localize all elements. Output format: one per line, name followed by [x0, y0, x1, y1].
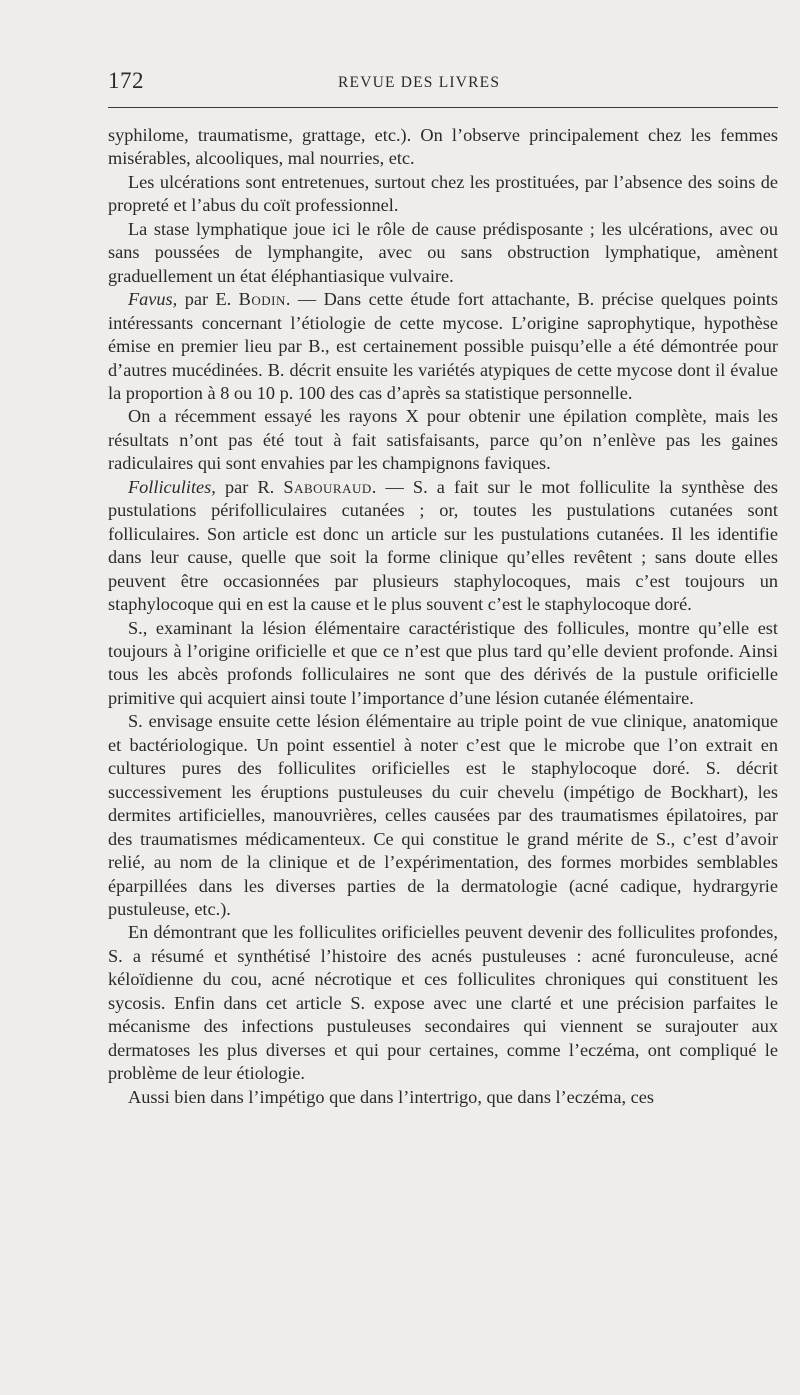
paragraph-5: On a récemment essayé les rayons X pour obtenir une épilation complète, mais les résultats n’ont pas été tout à fait satisfaisants, parce qu’on n’enlève pas les gaines radiculaires qui sont envahies par les champignons faviques. [108, 406, 778, 474]
paragraph-2: Les ulcérations sont entretenues, surtout chez les prostituées, par l’absence des soins de propreté et l’abus du coït professionnel. [108, 171, 778, 216]
paragraph-9: En démontrant que les folliculites orificielles peuvent devenir des folliculites profondes, S. a résumé et synthétisé l’histoire des acnés pustuleuses : acné furonculeuse, acné kéloïdienne du cou, acné nécrotique et ces folliculites chroniques qui constituent les sycosis. Enfin dans cet article S. expose avec une clarté et une précision parfaites le mécanisme des infections pustuleuses secondaires qui viennent se surajouter aux dermatoses les plus diverses et qui pour certaines, comme l’eczéma, ont compliqué le problème de leur étiologie. [108, 922, 778, 1084]
paragraph-7: S., examinant la lésion élémentaire caractéristique des follicules, montre qu’elle est toujours à l’origine orificielle et que ce n’est que plus tard qu’elle devient profonde. Ainsi tous les abcès profonds folliculaires ne sont que des dérivés de la pustule orificielle primitive qui acquiert ainsi toute l’importance d’une lésion cutanée élémentaire. [108, 617, 778, 708]
paragraph-3: La stase lymphatique joue ici le rôle de cause prédisposante ; les ulcérations, avec ou sans poussées de lymphangite, avec ou sans obstruction lymphatique, amènent graduellement un état éléphantiasique vulvaire. [108, 218, 778, 286]
running-title: REVUE DES LIVRES [338, 74, 501, 91]
text-folliculites: . — S. a fait sur le mot folliculite la synthèse des pustulations périfolliculaires cutanées ; or, toutes les pustulations cutanées sont folliculaires. Son article est donc un article sur les pustulations cutanées. Il les identifie dans leur cause, quelle que soit la forme clinique qu’elles revêtent ; sans doute elles peuvent être occasionnées par plusieurs staphylocoques, mais c’est toujours un staphylocoque qui en est la cause et le plus souvent c’est le staphylocoque doré. [108, 476, 779, 615]
author-sabouraud: Sabouraud [283, 476, 372, 497]
paragraph-10: Aussi bien dans l’impétigo que dans l’intertrigo, que dans l’eczéma, ces [128, 1086, 654, 1107]
paragraph-1: syphilome, traumatisme, grattage, etc.). On l’observe principalement chez les femmes misérables, alcooliques, mal nourries, etc. [108, 125, 778, 169]
author-bodin: Bodin [238, 289, 286, 310]
text-favus: . — Dans cette étude fort attachante, B. précise quelques points intéressants concernant l’étiologie de cette mycose. L’origine saprophytique, hypothèse émise en premier lieu par B., est certainement possible puisqu’elle a été démontrée pour d’autres mucédinées. B. décrit ensuite les variétés atypiques de cette mycose dont il évalue la proportion à 8 ou 10 p. 100 des cas d’après sa statistique personnelle. [108, 289, 778, 403]
article-title-favus: Favus, [128, 289, 178, 310]
paragraph-folliculites [108, 476, 778, 617]
page-number: 172 [108, 68, 144, 93]
body-text [108, 124, 778, 1109]
header-rule [108, 107, 778, 108]
paragraph-favus [108, 288, 778, 405]
page-header [108, 68, 778, 98]
byline-folliculites: par R. [215, 476, 284, 497]
article-title-folliculites: Folliculites, [128, 476, 216, 497]
paragraph-8: S. envisage ensuite cette lésion élémentaire au triple point de vue clinique, anatomique et bactériologique. Un point essentiel à noter c’est que le microbe que l’on extrait en cultures pures des folliculites orificielles est le staphylocoque doré. S. décrit successivement les éruptions pustuleuses du cuir chevelu (impétigo de Bockhart), les dermites artificielles, manouvrières, celles causées par des traumatismes épilatoires, par des traumatismes médicamenteux. Ce qui constitue le grand mérite de S., c’est d’avoir relié, au nom de la clinique et de l’expérimentation, des formes morbides semblables éparpillées dans les diverses parties de la dermatologie (acné cadique, hydrargyrie pustuleuse, etc.). [108, 711, 778, 919]
byline-favus: par E. [177, 289, 239, 310]
